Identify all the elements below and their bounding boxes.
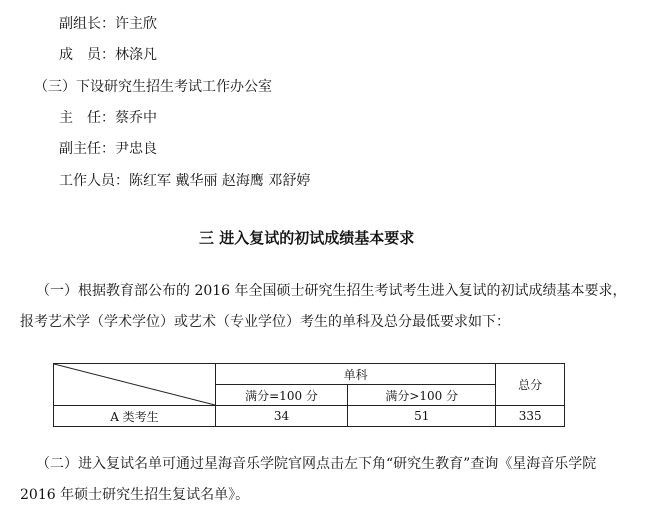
score-requirements-table <box>53 363 565 427</box>
value-total: 335 <box>496 406 565 427</box>
diagonal-header-cell <box>54 364 216 406</box>
value-over-100: 51 <box>348 406 496 427</box>
single-subject-header: 单科 <box>215 364 495 385</box>
paragraph-requirements: （一）根据教育部公布的 2016 年全国硕士研究生招生考试考生进入复试的初试成绩基本要求，报考艺术学（学术学位）或艺术（专业学位）考生的单科及总分最低要求如下： <box>20 283 627 330</box>
section-heading: 三 进入复试的初试成绩基本要求 <box>199 229 415 247</box>
full-over-100-header: 满分>100 分 <box>348 385 496 406</box>
value-100: 34 <box>215 406 347 427</box>
diagonal-line <box>54 364 215 405</box>
full-100-header: 满分=100 分 <box>215 385 347 406</box>
member-line: 成 员：林涤凡 <box>59 47 157 63</box>
deputy-leader-line: 副组长：许主欣 <box>59 16 157 32</box>
total-header: 总分 <box>496 364 565 406</box>
workers-line: 工作人员：陈红军 戴华丽 赵海鹰 邓舒婷 <box>59 173 311 189</box>
director-line: 主 任：蔡乔中 <box>59 110 157 126</box>
office-title-line: （三）下设研究生招生考试工作办公室 <box>34 79 272 95</box>
paragraph-retest-list: （二）进入复试名单可通过星海音乐学院官网点击左下角“研究生教育”查询《星海音乐学院 2016 年硕士研究生招生复试名单》。 <box>20 456 597 503</box>
a-class-label: A 类考生 <box>54 406 216 427</box>
deputy-director-line: 副主任：尹忠良 <box>59 141 157 157</box>
